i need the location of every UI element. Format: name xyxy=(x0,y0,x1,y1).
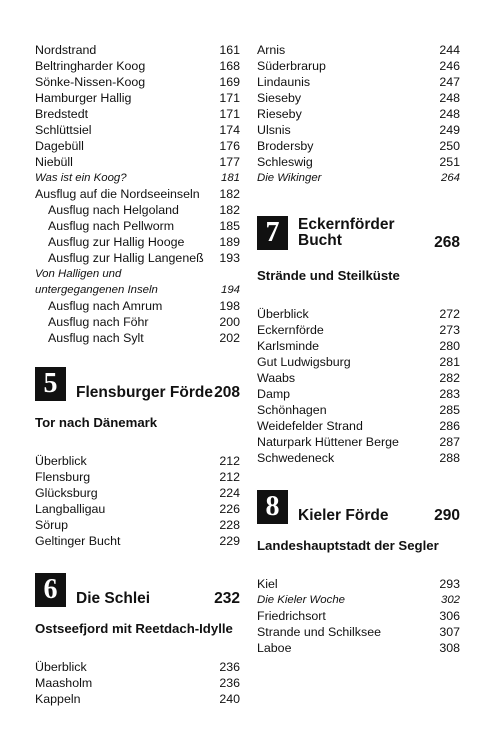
toc-entry-label: Kappeln xyxy=(35,692,81,706)
toc-entry-page: 193 xyxy=(219,251,240,265)
toc-entry-page: 281 xyxy=(439,355,460,369)
chapter-7-heading[interactable] xyxy=(257,212,460,254)
toc-entry[interactable] xyxy=(257,370,460,386)
toc-entry[interactable] xyxy=(257,106,460,122)
toc-entry[interactable] xyxy=(35,154,240,170)
toc-entry-page: 236 xyxy=(219,660,240,674)
toc-entry-page: 248 xyxy=(439,107,460,121)
toc-entry-page: 273 xyxy=(439,323,460,337)
toc-subentry[interactable] xyxy=(35,250,240,266)
toc-entry[interactable] xyxy=(35,186,240,202)
toc-entry-label: Dagebüll xyxy=(35,139,84,153)
toc-entry[interactable] xyxy=(257,354,460,370)
toc-entry-page: 212 xyxy=(219,470,240,484)
toc-entry-label: Hamburger Hallig xyxy=(35,91,132,105)
toc-entry-page: 181 xyxy=(220,172,240,184)
toc-entry-label: Lindaunis xyxy=(257,75,311,89)
chapter-title: Die Schlei xyxy=(76,590,151,607)
toc-entry-label: Süderbrarup xyxy=(257,59,326,73)
chapter-6-list xyxy=(35,659,240,707)
toc-entry[interactable] xyxy=(257,418,460,434)
toc-entry[interactable] xyxy=(257,322,460,338)
toc-entry[interactable] xyxy=(35,533,240,549)
toc-entry[interactable] xyxy=(35,485,240,501)
chapter-8-heading[interactable] xyxy=(257,474,460,524)
toc-entry-page: 288 xyxy=(439,451,460,465)
toc-entry-label: Weidefelder Strand xyxy=(257,419,363,433)
toc-entry-label: Von Halligen und xyxy=(35,268,122,280)
toc-entry-label: Ausflug nach Helgoland xyxy=(48,203,179,217)
toc-entry-page: 272 xyxy=(439,307,460,321)
toc-entry-page: 249 xyxy=(439,123,460,137)
toc-entry-feature[interactable] xyxy=(35,266,240,282)
toc-entry-page: 283 xyxy=(439,387,460,401)
chapter-title xyxy=(298,217,434,249)
chapter-number-badge: 6 xyxy=(35,573,66,607)
toc-subentry[interactable] xyxy=(35,298,240,314)
toc-entry[interactable] xyxy=(257,138,460,154)
toc-entry-page: 189 xyxy=(219,235,240,249)
toc-list-continued xyxy=(257,42,460,186)
toc-entry-label: Überblick xyxy=(35,454,87,468)
chapter-subtitle: Ostseefjord mit Reetdach-Idylle xyxy=(35,621,233,636)
toc-entry-page: 224 xyxy=(219,486,240,500)
toc-entry-label: Kiel xyxy=(257,577,278,591)
toc-entry-page: 185 xyxy=(219,219,240,233)
chapter-5-heading[interactable] xyxy=(35,351,240,401)
toc-subentry[interactable] xyxy=(35,314,240,330)
toc-left-column xyxy=(35,42,240,707)
chapter-number-badge: 7 xyxy=(257,216,288,250)
toc-entry-label: Eckernförde xyxy=(257,323,324,337)
toc-entry[interactable] xyxy=(35,74,240,90)
toc-subentry[interactable] xyxy=(35,218,240,234)
toc-entry-label: Rieseby xyxy=(257,107,302,121)
toc-entry[interactable] xyxy=(257,338,460,354)
toc-entry-label: Nordstrand xyxy=(35,43,97,57)
toc-entry-label: Niebüll xyxy=(35,155,73,169)
toc-entry-label: Damp xyxy=(257,387,291,401)
toc-entry-page: 168 xyxy=(219,59,240,73)
toc-entry-label: Ausflug nach Sylt xyxy=(48,331,144,345)
toc-entry-label: Schwedeneck xyxy=(257,451,335,465)
toc-entry[interactable] xyxy=(257,402,460,418)
toc-entry-label: Geltinger Bucht xyxy=(35,534,121,548)
chapter-8-list xyxy=(257,576,460,656)
toc-entry-label: Sönke-Nissen-Koog xyxy=(35,75,146,89)
toc-entry-page: 250 xyxy=(439,139,460,153)
toc-entry-page: 229 xyxy=(219,534,240,548)
toc-right-column xyxy=(257,42,460,656)
toc-entry-label: Naturpark Hüttener Berge xyxy=(257,435,399,449)
chapter-title: Kieler Förde xyxy=(298,507,389,524)
toc-entry[interactable] xyxy=(35,691,240,707)
toc-entry-label: Glücksburg xyxy=(35,486,98,500)
toc-entry[interactable] xyxy=(257,450,460,466)
toc-entry[interactable] xyxy=(257,386,460,402)
toc-entry[interactable] xyxy=(35,659,240,675)
toc-entry-page: 194 xyxy=(220,284,240,296)
toc-entry[interactable] xyxy=(35,106,240,122)
toc-entry-page: 212 xyxy=(219,454,240,468)
toc-entry[interactable] xyxy=(257,122,460,138)
toc-entry[interactable] xyxy=(35,469,240,485)
toc-entry-page: 176 xyxy=(219,139,240,153)
toc-entry-page: 308 xyxy=(439,641,460,655)
toc-subentry[interactable] xyxy=(35,234,240,250)
toc-entry-label: Schönhagen xyxy=(257,403,327,417)
toc-entry[interactable] xyxy=(35,122,240,138)
chapter-page: 268 xyxy=(434,234,460,251)
chapter-page: 290 xyxy=(434,507,460,524)
toc-entry-label: Ausflug nach Föhr xyxy=(48,315,149,329)
toc-entry-page: 307 xyxy=(439,625,460,639)
toc-entry-feature[interactable] xyxy=(257,170,460,186)
toc-entry-page: 228 xyxy=(219,518,240,532)
chapter-title-line: Bucht xyxy=(298,232,342,249)
toc-entry-page: 198 xyxy=(219,299,240,313)
toc-entry-page: 282 xyxy=(439,371,460,385)
toc-entry-page: 202 xyxy=(219,331,240,345)
chapter-title: Flensburger Förde xyxy=(76,384,213,401)
toc-entry-label: Beltringharder Koog xyxy=(35,59,146,73)
toc-entry-label: Strande und Schilksee xyxy=(257,625,381,639)
toc-entry-page: 246 xyxy=(439,59,460,73)
toc-entry[interactable] xyxy=(257,154,460,170)
toc-entry-label: Brodersby xyxy=(257,139,314,153)
chapter-6-heading[interactable] xyxy=(35,557,240,607)
toc-entry-label: Überblick xyxy=(257,307,309,321)
toc-entry-label: Ausflug nach Amrum xyxy=(48,299,163,313)
toc-entry-label: Sörup xyxy=(35,518,69,532)
chapter-page: 208 xyxy=(214,384,240,401)
chapter-subtitle: Landeshauptstadt der Segler xyxy=(257,538,439,553)
toc-list-continued xyxy=(35,42,240,346)
toc-entry-page: 264 xyxy=(440,172,460,184)
toc-entry-label: Waabs xyxy=(257,371,296,385)
toc-subentry[interactable] xyxy=(35,202,240,218)
toc-entry-page: 182 xyxy=(219,187,240,201)
toc-entry-page: 251 xyxy=(439,155,460,169)
toc-entry-label: Friedrichsort xyxy=(257,609,326,623)
chapter-7-list xyxy=(257,306,460,466)
toc-entry-feature[interactable] xyxy=(35,282,240,298)
toc-entry[interactable] xyxy=(257,608,460,624)
toc-entry[interactable] xyxy=(257,576,460,592)
toc-subentry[interactable] xyxy=(35,330,240,346)
toc-entry-page: 174 xyxy=(219,123,240,137)
toc-entry-label: Bredstedt xyxy=(35,107,89,121)
toc-entry-label: Ausflug nach Pellworm xyxy=(48,219,175,233)
chapter-number-badge: 8 xyxy=(257,490,288,524)
toc-entry-page: 285 xyxy=(439,403,460,417)
toc-entry-label: Schleswig xyxy=(257,155,313,169)
toc-entry[interactable] xyxy=(257,42,460,58)
toc-entry-label: Die Wikinger xyxy=(257,172,322,184)
toc-entry-label: Die Kieler Woche xyxy=(257,594,345,606)
toc-entry-label: Schlüttsiel xyxy=(35,123,92,137)
toc-entry[interactable] xyxy=(257,306,460,322)
toc-entry-page: 236 xyxy=(219,676,240,690)
toc-entry-label: Ausflug auf die Nordseeinseln xyxy=(35,187,200,201)
chapter-title-line: Eckernförder xyxy=(298,216,395,233)
toc-entry-feature[interactable] xyxy=(257,592,460,608)
toc-entry[interactable] xyxy=(35,501,240,517)
toc-entry[interactable] xyxy=(35,90,240,106)
toc-entry[interactable] xyxy=(35,58,240,74)
toc-entry-page: 280 xyxy=(439,339,460,353)
toc-entry[interactable] xyxy=(257,640,460,656)
toc-entry-label: Überblick xyxy=(35,660,87,674)
toc-entry-feature[interactable] xyxy=(35,170,240,186)
toc-entry[interactable] xyxy=(35,138,240,154)
toc-entry-page: 244 xyxy=(439,43,460,57)
toc-entry[interactable] xyxy=(257,90,460,106)
toc-entry-page: 293 xyxy=(439,577,460,591)
toc-entry-page: 200 xyxy=(219,315,240,329)
toc-entry[interactable] xyxy=(257,434,460,450)
toc-entry-page: 182 xyxy=(219,203,240,217)
chapter-number-badge: 5 xyxy=(35,367,66,401)
toc-entry-label: Flensburg xyxy=(35,470,91,484)
toc-entry-label: Langballigau xyxy=(35,502,106,516)
chapter-5-list xyxy=(35,453,240,549)
chapter-subtitle: Strände und Steilküste xyxy=(257,268,400,283)
toc-entry[interactable] xyxy=(257,624,460,640)
toc-entry-label: Maasholm xyxy=(35,676,93,690)
toc-entry-page: 240 xyxy=(219,692,240,706)
toc-entry-label: Karlsminde xyxy=(257,339,319,353)
toc-entry-label: Ausflug zur Hallig Langeneß xyxy=(48,251,204,265)
toc-entry-page: 177 xyxy=(219,155,240,169)
toc-entry-label: Ulsnis xyxy=(257,123,291,137)
toc-entry-label: Ausflug zur Hallig Hooge xyxy=(48,235,185,249)
toc-entry[interactable] xyxy=(257,74,460,90)
toc-entry-label: Sieseby xyxy=(257,91,302,105)
toc-entry-page: 161 xyxy=(219,43,240,57)
toc-entry-label: Laboe xyxy=(257,641,292,655)
toc-entry[interactable] xyxy=(35,42,240,58)
toc-entry-page: 226 xyxy=(219,502,240,516)
toc-entry-page: 302 xyxy=(440,594,460,606)
toc-entry-page: 306 xyxy=(439,609,460,623)
toc-entry-page: 248 xyxy=(439,91,460,105)
toc-entry-label: Was ist ein Koog? xyxy=(35,172,127,184)
toc-entry-label: Arnis xyxy=(257,43,286,57)
toc-entry-label: Gut Ludwigsburg xyxy=(257,355,351,369)
chapter-subtitle: Tor nach Dänemark xyxy=(35,415,158,430)
toc-entry[interactable] xyxy=(35,675,240,691)
toc-entry-label: untergegangenen Inseln xyxy=(35,284,158,296)
toc-entry[interactable] xyxy=(257,58,460,74)
toc-entry-page: 287 xyxy=(439,435,460,449)
toc-entry[interactable] xyxy=(35,453,240,469)
chapter-page: 232 xyxy=(214,590,240,607)
toc-entry-page: 171 xyxy=(219,91,240,105)
toc-entry-page: 286 xyxy=(439,419,460,433)
toc-entry-page: 169 xyxy=(219,75,240,89)
toc-entry[interactable] xyxy=(35,517,240,533)
toc-entry-page: 171 xyxy=(219,107,240,121)
toc-entry-page: 247 xyxy=(439,75,460,89)
